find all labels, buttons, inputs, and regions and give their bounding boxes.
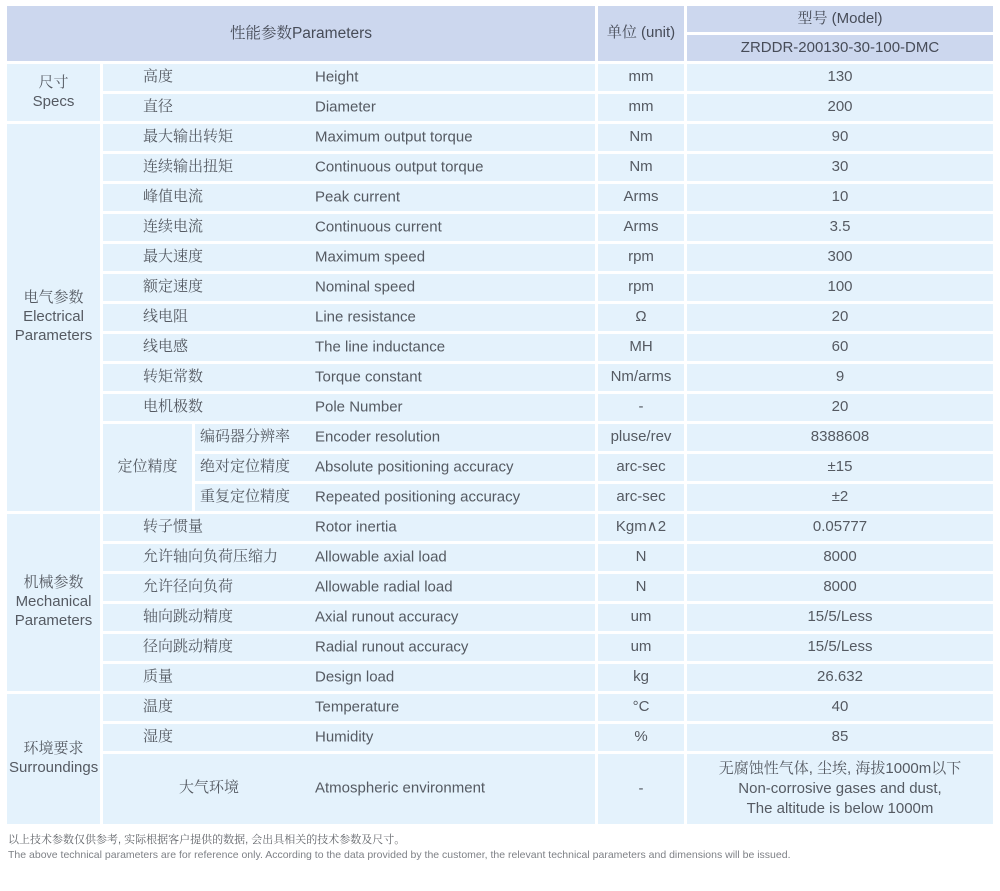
table-row bbox=[7, 574, 993, 601]
param-en: Absolute positioning accuracy bbox=[315, 458, 514, 476]
unit-cell: Arms bbox=[598, 184, 684, 211]
param-en: Axial runout accuracy bbox=[315, 608, 459, 626]
value-cell: 300 bbox=[687, 244, 993, 271]
value-cell: 60 bbox=[687, 334, 993, 361]
param-en: Maximum output torque bbox=[315, 128, 473, 146]
table-row bbox=[7, 124, 993, 151]
table-row bbox=[7, 214, 993, 241]
unit-cell: Nm bbox=[598, 124, 684, 151]
value-cell: 100 bbox=[687, 274, 993, 301]
value-cell: 10 bbox=[687, 184, 993, 211]
param-cell bbox=[103, 154, 595, 181]
param-zh: 质量 bbox=[143, 667, 174, 685]
param-zh: 额定速度 bbox=[143, 277, 204, 295]
table-row bbox=[7, 604, 993, 631]
footnote-zh: 以上技术参数仅供参考, 实际根据客户提供的数据, 会出具相关的技术参数及尺寸。 bbox=[8, 834, 406, 846]
value-line: The altitude is below 1000m bbox=[746, 800, 934, 817]
param-zh: 温度 bbox=[143, 697, 174, 715]
table-row bbox=[7, 154, 993, 181]
table-row bbox=[7, 94, 993, 121]
table-row bbox=[7, 424, 993, 451]
param-cell bbox=[103, 274, 595, 301]
value-cell: ±2 bbox=[687, 484, 993, 511]
param-cell bbox=[103, 544, 595, 571]
section-label-en: Electrical Parameters bbox=[14, 308, 93, 344]
section-label-zh: 机械参数 bbox=[23, 574, 84, 592]
section-label-en: Mechanical Parameters bbox=[14, 593, 93, 629]
param-zh: 线电感 bbox=[143, 337, 189, 355]
param-zh: 最大速度 bbox=[143, 247, 204, 265]
param-en: Temperature bbox=[315, 698, 400, 716]
param-zh: 湿度 bbox=[143, 727, 174, 745]
value-cell bbox=[687, 754, 993, 824]
param-cell bbox=[195, 484, 595, 511]
table-row bbox=[7, 544, 993, 571]
section-label-zh: 电气参数 bbox=[23, 289, 84, 307]
table-row bbox=[7, 64, 993, 91]
param-cell bbox=[103, 184, 595, 211]
unit-cell: rpm bbox=[598, 244, 684, 271]
table-row bbox=[7, 514, 993, 541]
value-cell: 200 bbox=[687, 94, 993, 121]
section-cell-surroundings bbox=[7, 694, 100, 824]
unit-cell: Kgm∧2 bbox=[598, 514, 684, 541]
param-zh: 连续输出扭矩 bbox=[143, 157, 234, 175]
unit-cell: um bbox=[598, 604, 684, 631]
param-cell bbox=[103, 574, 595, 601]
unit-cell: mm bbox=[598, 94, 684, 121]
header-parameters: 性能参数Parameters bbox=[7, 6, 595, 61]
param-cell bbox=[195, 454, 595, 481]
table-row bbox=[7, 364, 993, 391]
param-cell bbox=[103, 94, 595, 121]
value-cell: 20 bbox=[687, 394, 993, 421]
table-row bbox=[7, 694, 993, 721]
param-zh: 重复定位精度 bbox=[200, 487, 291, 505]
footnotes bbox=[4, 827, 996, 863]
unit-cell: Nm bbox=[598, 154, 684, 181]
param-en: Rotor inertia bbox=[315, 518, 397, 536]
param-cell bbox=[103, 694, 595, 721]
param-cell bbox=[103, 634, 595, 661]
unit-cell: pluse/rev bbox=[598, 424, 684, 451]
param-zh: 轴向跳动精度 bbox=[143, 607, 234, 625]
value-cell: 20 bbox=[687, 304, 993, 331]
section-label-en: Surroundings bbox=[9, 759, 99, 776]
param-cell bbox=[103, 64, 595, 91]
param-zh: 峰值电流 bbox=[143, 187, 204, 205]
param-en: Nominal speed bbox=[315, 278, 416, 296]
unit-cell: Nm/arms bbox=[598, 364, 684, 391]
table-row bbox=[7, 274, 993, 301]
param-zh: 直径 bbox=[143, 97, 174, 115]
footnote-en: The above technical parameters are for reference only. According to the data provided by the customer, the relevant technical parameters and dimensions will be issued. bbox=[8, 849, 791, 861]
value-cell: 9 bbox=[687, 364, 993, 391]
param-zh: 电机极数 bbox=[143, 397, 204, 415]
param-en: Continuous current bbox=[315, 218, 442, 236]
unit-cell: rpm bbox=[598, 274, 684, 301]
value-cell: 8388608 bbox=[687, 424, 993, 451]
param-en: Design load bbox=[315, 668, 395, 686]
table-row bbox=[7, 664, 993, 691]
param-cell bbox=[103, 394, 595, 421]
unit-cell: um bbox=[598, 634, 684, 661]
param-en: Allowable axial load bbox=[315, 548, 447, 566]
unit-cell: arc-sec bbox=[598, 454, 684, 481]
param-cell bbox=[103, 754, 595, 824]
header-unit: 单位 (unit) bbox=[598, 6, 684, 61]
section-cell-mechanical bbox=[7, 514, 100, 691]
value-cell: 90 bbox=[687, 124, 993, 151]
table-row bbox=[7, 184, 993, 211]
group-cell-positioning: 定位精度 bbox=[103, 424, 192, 511]
param-cell bbox=[103, 304, 595, 331]
param-cell bbox=[195, 424, 595, 451]
value-cell: 30 bbox=[687, 154, 993, 181]
param-en: Allowable radial load bbox=[315, 578, 453, 596]
param-zh: 高度 bbox=[143, 67, 174, 85]
param-en: Maximum speed bbox=[315, 248, 426, 266]
param-en: Atmospheric environment bbox=[315, 779, 486, 797]
value-cell: 8000 bbox=[687, 544, 993, 571]
param-zh: 编码器分辨率 bbox=[200, 427, 291, 445]
value-line: Non-corrosive gases and dust, bbox=[738, 780, 942, 797]
param-en: Humidity bbox=[315, 728, 374, 746]
section-cell-specs bbox=[7, 64, 100, 121]
header-row-1 bbox=[7, 6, 993, 32]
header-model-value: ZRDDR-200130-30-100-DMC bbox=[687, 35, 993, 61]
param-cell bbox=[103, 334, 595, 361]
table-row bbox=[7, 334, 993, 361]
table-row bbox=[7, 394, 993, 421]
value-cell: 26.632 bbox=[687, 664, 993, 691]
table-row bbox=[7, 724, 993, 751]
unit-cell: kg bbox=[598, 664, 684, 691]
param-cell bbox=[103, 664, 595, 691]
param-zh: 线电阻 bbox=[143, 307, 189, 325]
param-en: Torque constant bbox=[315, 368, 422, 386]
value-cell: 0.05777 bbox=[687, 514, 993, 541]
unit-cell: °C bbox=[598, 694, 684, 721]
unit-cell: - bbox=[598, 754, 684, 824]
value-cell: 40 bbox=[687, 694, 993, 721]
section-cell-electrical bbox=[7, 124, 100, 511]
table-row bbox=[7, 244, 993, 271]
section-label-zh: 环境要求 bbox=[23, 740, 84, 758]
param-cell bbox=[103, 214, 595, 241]
unit-cell: Arms bbox=[598, 214, 684, 241]
unit-cell: Ω bbox=[598, 304, 684, 331]
param-cell bbox=[103, 124, 595, 151]
table-row bbox=[7, 304, 993, 331]
table-row bbox=[7, 634, 993, 661]
param-zh: 连续电流 bbox=[143, 217, 204, 235]
param-cell bbox=[103, 604, 595, 631]
param-zh: 最大输出转矩 bbox=[143, 127, 234, 145]
param-cell bbox=[103, 724, 595, 751]
param-en: Repeated positioning accuracy bbox=[315, 488, 521, 506]
param-zh: 转子惯量 bbox=[143, 517, 204, 535]
param-zh: 转矩常数 bbox=[143, 367, 204, 385]
value-cell: ±15 bbox=[687, 454, 993, 481]
param-zh: 大气环境 bbox=[178, 779, 239, 797]
spec-table bbox=[4, 3, 996, 827]
value-cell: 3.5 bbox=[687, 214, 993, 241]
unit-cell: N bbox=[598, 574, 684, 601]
unit-cell: arc-sec bbox=[598, 484, 684, 511]
unit-cell: % bbox=[598, 724, 684, 751]
param-en: Height bbox=[315, 68, 359, 86]
table-row bbox=[7, 754, 993, 824]
param-en: Pole Number bbox=[315, 398, 403, 416]
param-en: Diameter bbox=[315, 98, 376, 116]
param-en: Line resistance bbox=[315, 308, 416, 326]
value-line: 无腐蚀性气体, 尘埃, 海拔1000m以下 bbox=[718, 760, 962, 777]
param-zh: 径向跳动精度 bbox=[143, 637, 234, 655]
param-en: Radial runout accuracy bbox=[315, 638, 469, 656]
param-zh: 允许径向负荷 bbox=[143, 577, 234, 595]
section-label-zh: 尺寸 bbox=[38, 73, 69, 91]
value-cell: 15/5/Less bbox=[687, 604, 993, 631]
value-cell: 130 bbox=[687, 64, 993, 91]
unit-cell: - bbox=[598, 394, 684, 421]
param-zh: 允许轴向负荷压缩力 bbox=[143, 547, 279, 565]
param-cell bbox=[103, 364, 595, 391]
param-en: Encoder resolution bbox=[315, 428, 441, 446]
value-cell: 8000 bbox=[687, 574, 993, 601]
param-cell bbox=[103, 514, 595, 541]
value-cell: 85 bbox=[687, 724, 993, 751]
value-cell: 15/5/Less bbox=[687, 634, 993, 661]
unit-cell: MH bbox=[598, 334, 684, 361]
header-model: 型号 (Model) bbox=[687, 6, 993, 32]
param-en: The line inductance bbox=[315, 338, 446, 356]
param-zh: 绝对定位精度 bbox=[200, 457, 291, 475]
unit-cell: N bbox=[598, 544, 684, 571]
section-label-en: Specs bbox=[32, 92, 75, 110]
param-en: Peak current bbox=[315, 188, 401, 206]
unit-cell: mm bbox=[598, 64, 684, 91]
param-en: Continuous output torque bbox=[315, 158, 484, 176]
param-cell bbox=[103, 244, 595, 271]
